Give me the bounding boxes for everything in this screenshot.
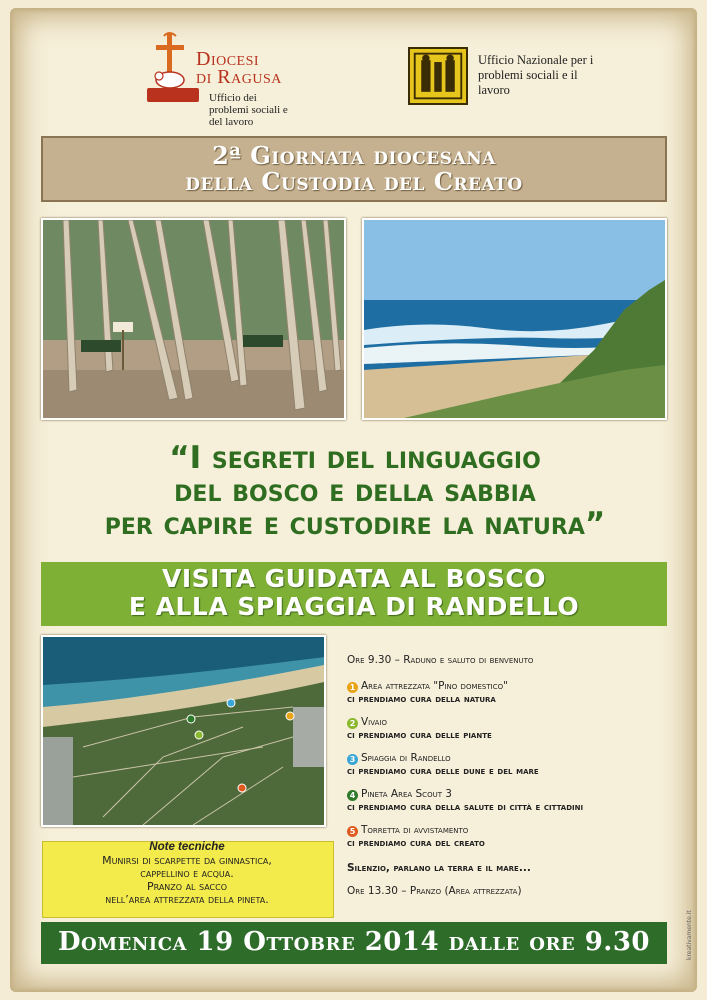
national-office-seal-icon [408, 47, 468, 105]
stop-3-place [347, 752, 451, 765]
stop-2-place-text: Vivaio [361, 716, 387, 728]
stop-4-place-text: Pineta Area Scout 3 [361, 788, 452, 800]
pine-forest-photo [41, 218, 346, 420]
quote-line2: del bosco e della sabbia [174, 473, 536, 509]
number-3-icon: 3 [347, 754, 358, 765]
event-theme-quote [40, 442, 670, 541]
stop-5-place [347, 824, 468, 837]
event-date: Domenica 19 Ottobre 2014 dalle ore 9.30 [57, 927, 651, 957]
designer-credit: kreativamente.it [686, 910, 693, 960]
stop-1-place-text: Area attrezzata "Pino domestico" [361, 680, 508, 692]
technical-notes-body [42, 854, 332, 906]
diocese-office: Ufficio dei problemi sociali e del lavoro [209, 92, 288, 128]
silence-line: Silenzio, parlano la terra e il mare... [347, 862, 531, 874]
visit-title [41, 565, 667, 621]
stop-1-place [347, 680, 508, 693]
quote-line1: “I segreti del linguaggio [169, 440, 541, 476]
stop-2-activity: ci prendiamo cura delle piante [347, 729, 492, 741]
quote-line3: per capire e custodire la natura” [104, 506, 606, 542]
aerial-map [41, 635, 326, 827]
stop-3-activity: ci prendiamo cura delle dune e del mare [347, 765, 539, 777]
event-title [41, 143, 667, 195]
schedule-start: Ore 9.30 – Raduno e saluto di benvenuto [347, 654, 534, 666]
number-5-icon: 5 [347, 826, 358, 837]
technical-notes-title: Note tecniche [149, 841, 225, 853]
notes-line2: cappellino e acqua. [140, 867, 234, 880]
notes-line1: Munirsi di scarpette da ginnastica, [102, 854, 272, 867]
notes-line3: Pranzo al sacco [146, 880, 228, 893]
number-2-icon: 2 [347, 718, 358, 729]
visit-title-line1: VISITA GUIDATA AL BOSCO [162, 564, 546, 593]
stop-1-activity: ci prendiamo cura della natura [347, 693, 496, 705]
visit-title-line2: E ALLA SPIAGGIA DI RANDELLO [128, 592, 580, 621]
stop-2-place [347, 716, 387, 729]
lunch-line: Ore 13.30 – Pranzo (Area attrezzata) [347, 885, 522, 897]
number-1-icon: 1 [347, 682, 358, 693]
diocese-name-line1: Diocesi [196, 48, 260, 70]
event-title-line1: 2ª Giornata diocesana [212, 141, 496, 170]
number-4-icon: 4 [347, 790, 358, 801]
notes-line4: nell’area attrezzata della pineta. [105, 893, 269, 906]
stop-4-activity: ci prendiamo cura della salute di città e cittadini [347, 801, 584, 813]
stop-3-place-text: Spiaggia di Randello [361, 752, 451, 764]
book-icon [147, 88, 199, 102]
diocese-name-line2: di Ragusa [196, 66, 282, 88]
stop-4-place [347, 788, 452, 801]
stop-5-activity: ci prendiamo cura del creato [347, 837, 485, 849]
national-office-name: Ufficio Nazionale per i problemi sociali e il lavoro [478, 53, 594, 97]
event-title-line2: della Custodia del Creato [185, 167, 523, 196]
stop-5-place-text: Torretta di avvistamento [361, 824, 469, 836]
beach-photo [362, 218, 667, 420]
